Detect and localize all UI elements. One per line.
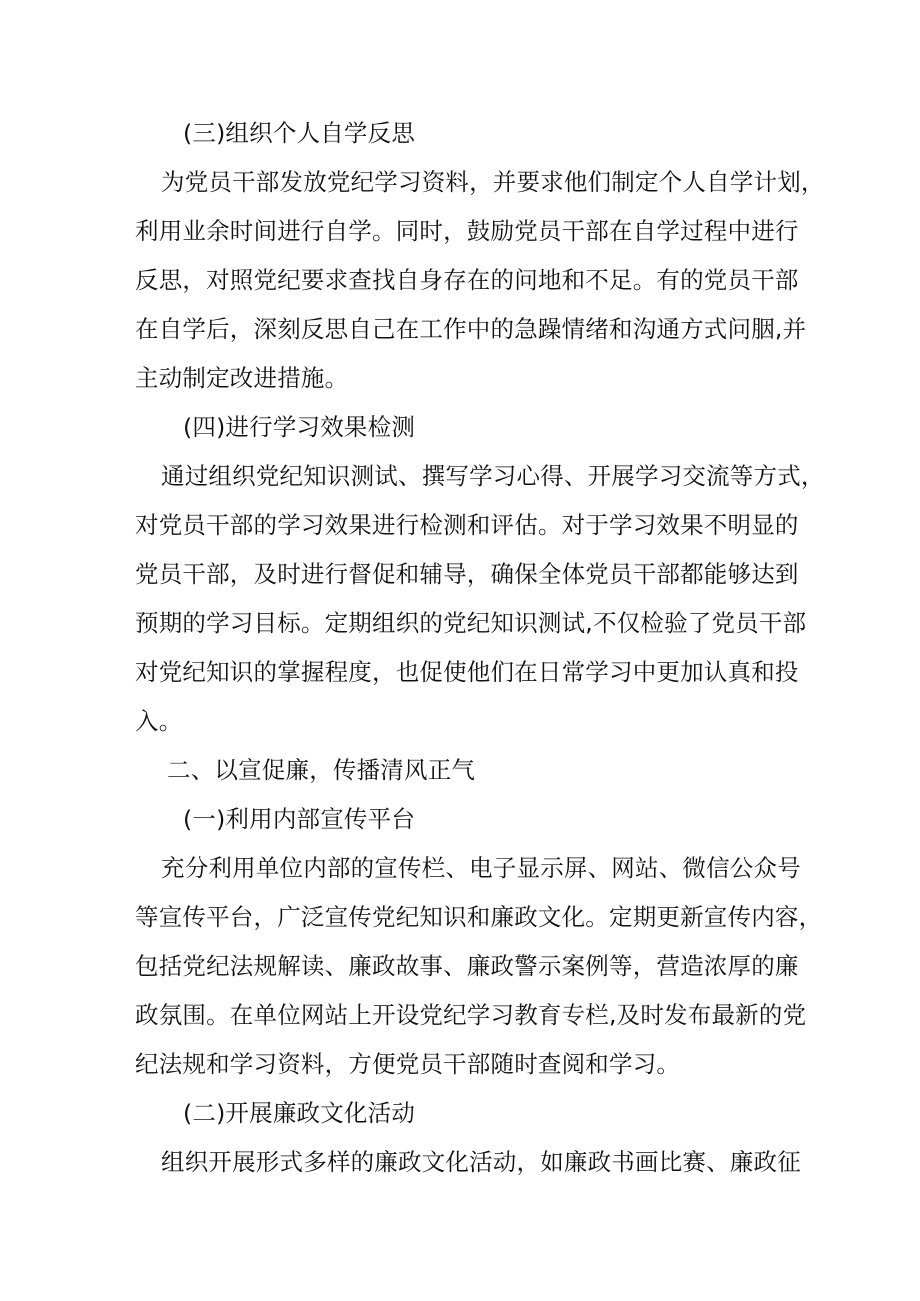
paragraph-line: 预期的学习目标。定期组织的党纪知识测试,不仅检验了党员干部 [135, 609, 807, 637]
paragraph-line: 对党纪知识的掌握程度，也促使他们在日常学习中更加认真和投 [135, 658, 799, 686]
paragraph-line: 为党员干部发放党纪学习资料，并要求他们制定个人自学计划， [161, 168, 825, 196]
paragraph-line: 在自学后，深刻反思自己在工作中的急躁情绪和沟通方式问胭,并 [135, 315, 807, 343]
paragraph-line: 入。 [135, 707, 183, 735]
paragraph-line: 对党员干部的学习效果进行检测和评估。对于学习效果不明显的 [135, 511, 799, 539]
paragraph-line: 充分利用单位内部的宣传栏、电子显示屏、网站、微信公众号 [161, 854, 801, 882]
subheading-self-study: (三)组织个人自学反思 [183, 119, 416, 147]
paragraph-line: 利用业余时间进行自学。同时，鼓励党员干部在自学过程中进行 [135, 217, 799, 245]
paragraph-line: 党员干部，及时进行督促和辅导，确保全体党员干部都能够达到 [135, 560, 799, 588]
subheading-culture-activities: (二)开展廉政文化活动 [183, 1099, 416, 1127]
paragraph-line: 纪法规和学习资料，方便党员干部随时查阅和学习。 [135, 1050, 681, 1078]
paragraph-line: 等宣传平台，广泛宣传党纪知识和廉政文化。定期更新宣传内容， [135, 903, 823, 931]
paragraph-line: 通过组织党纪知识测试、撰写学习心得、开展学习交流等方式， [161, 462, 825, 490]
paragraph-line: 反思，对照党纪要求查找自身存在的问地和不足。有的党员干部 [135, 266, 799, 294]
paragraph-line: 包括党纪法规解读、廉政故事、廉政警示案例等，营造浓厚的廉 [135, 952, 799, 980]
paragraph-line: 政氛围。在单位网站上开设党纪学习教育专栏,及时发布最新的党 [135, 1001, 807, 1029]
subheading-learning-test: (四)进行学习效果检测 [183, 413, 416, 441]
subheading-internal-publicity: (一)利用内部宣传平台 [183, 805, 416, 833]
paragraph-line: 主动制定改进措施。 [135, 364, 349, 392]
paragraph-line: 组织开展形式多样的廉政文化活动，如廉政书画比赛、廉政征 [161, 1148, 801, 1176]
section-heading: 二、以宣促廉，传播清风正气 [167, 756, 476, 784]
